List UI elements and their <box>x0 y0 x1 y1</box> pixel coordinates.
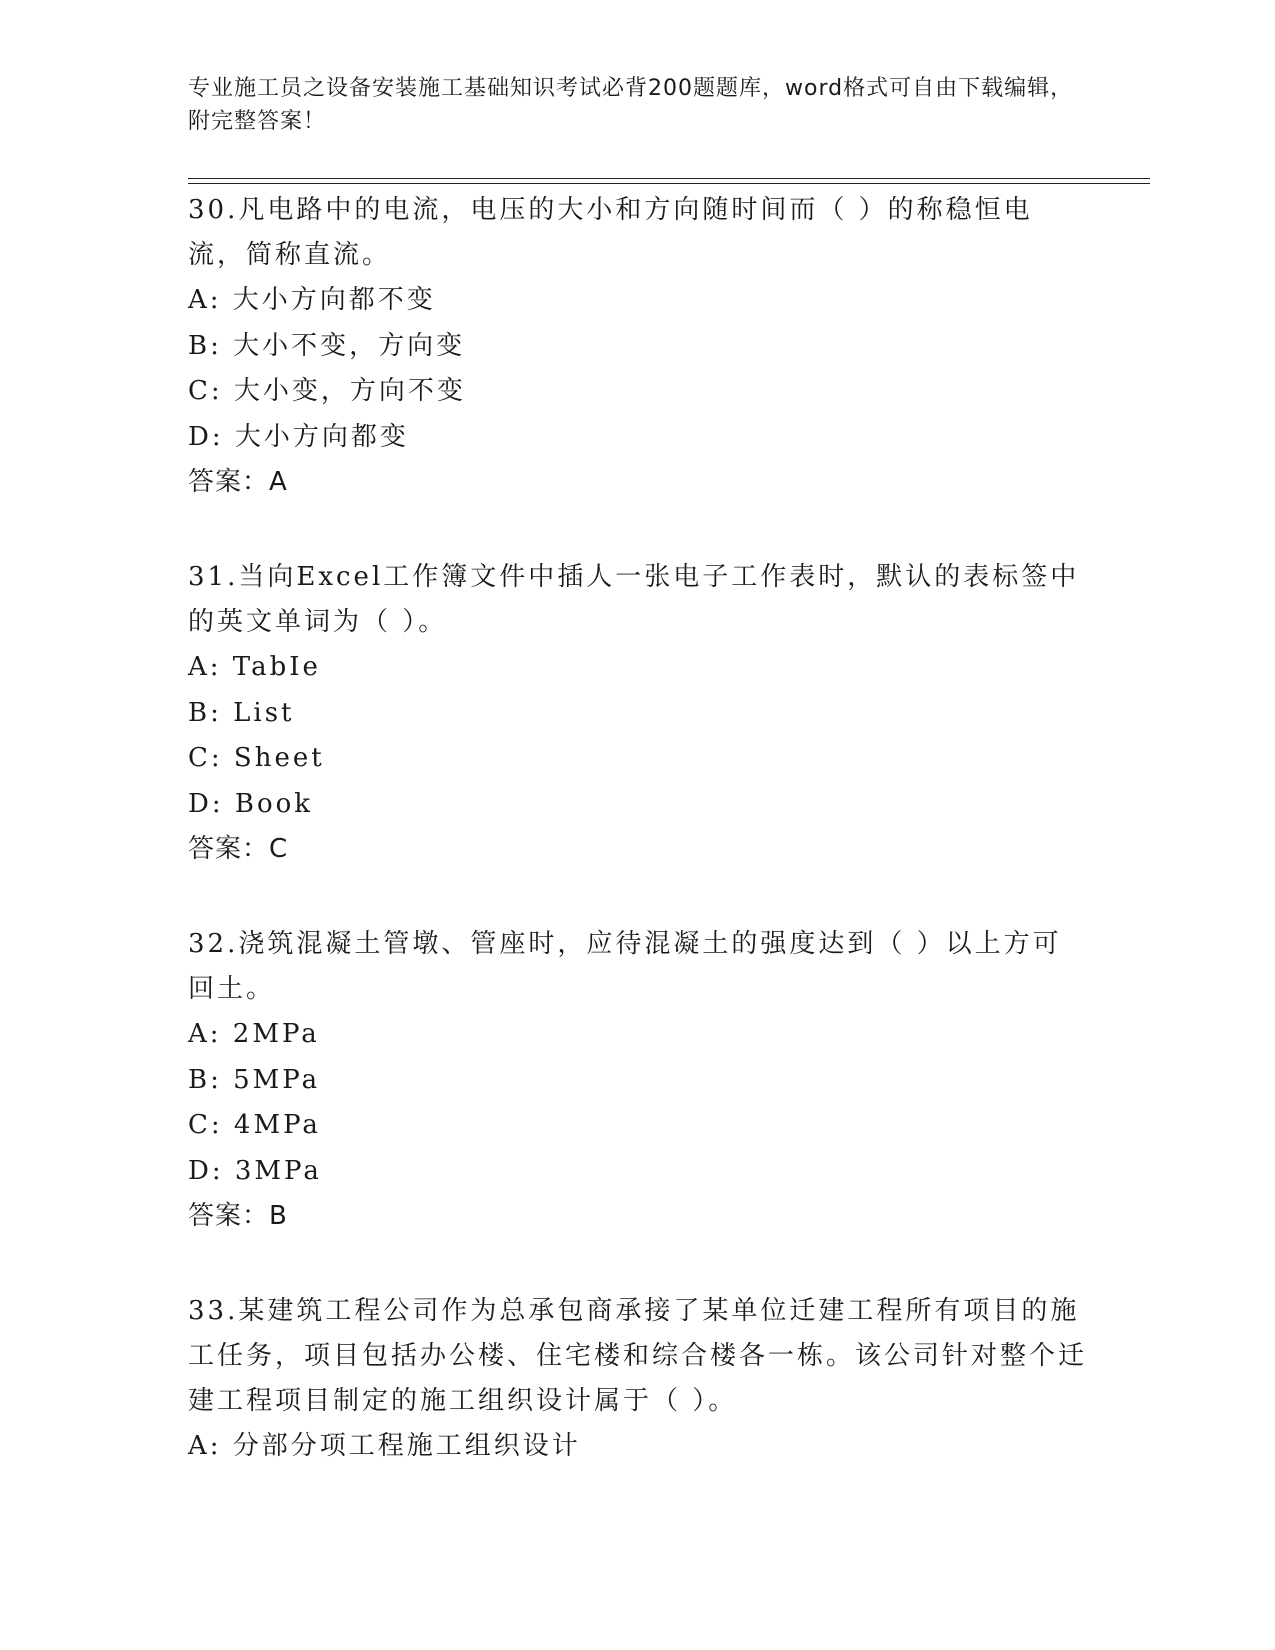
question-text: 33.某建筑工程公司作为总承包商承接了某单位迁建工程所有项目的施工任务，项目包括办公楼、住宅楼和综合楼各一栋。该公司针对整个迁建工程项目制定的施工组织设计属于（ ）。 <box>188 1296 1088 1416</box>
document-header: 专业施工员之设备安装施工基础知识考试必背200题题库，word格式可自由下载编辑，附完整答案！ <box>188 76 1074 134</box>
option-a: A: 分部分项工程施工组织设计 <box>188 1431 581 1461</box>
question-text: 30.凡电路中的电流，电压的大小和方向随时间而（ ）的称稳恒电流，简称直流。 <box>188 195 1033 270</box>
option-a: A: 2MPa <box>188 1019 320 1049</box>
answer: 答案：A <box>188 467 288 497</box>
header-rule-top <box>188 178 1150 179</box>
header-rule-bottom <box>188 183 1150 184</box>
option-d: D: 大小方向都变 <box>188 421 409 452</box>
question-32 <box>188 922 1088 1239</box>
option-a: A: TabIe <box>188 652 321 682</box>
option-c: C: 4MPa <box>188 1110 321 1140</box>
question-text: 32.浇筑混凝土管墩、管座时，应待混凝土的强度达到（ ）以上方可回土。 <box>188 929 1062 1004</box>
option-c: C: 大小变，方向不变 <box>188 376 466 406</box>
question-33 <box>188 1289 1088 1470</box>
question-31 <box>188 555 1088 872</box>
option-d: D: Book <box>188 788 314 819</box>
question-30 <box>188 188 1088 505</box>
answer: 答案：C <box>188 834 289 864</box>
answer: 答案：B <box>188 1201 288 1231</box>
option-a: A: 大小方向都不变 <box>188 285 436 315</box>
question-list <box>188 188 1088 1520</box>
option-c: C: Sheet <box>188 743 325 773</box>
option-b: B: 大小不变，方向变 <box>188 330 466 361</box>
option-b: B: List <box>188 697 295 728</box>
option-b: B: 5MPa <box>188 1064 321 1095</box>
option-d: D: 3MPa <box>188 1155 322 1186</box>
question-text: 31.当向Excel工作簿文件中插人一张电子工作表时，默认的表标签中的英文单词为（ ）。 <box>188 562 1080 637</box>
